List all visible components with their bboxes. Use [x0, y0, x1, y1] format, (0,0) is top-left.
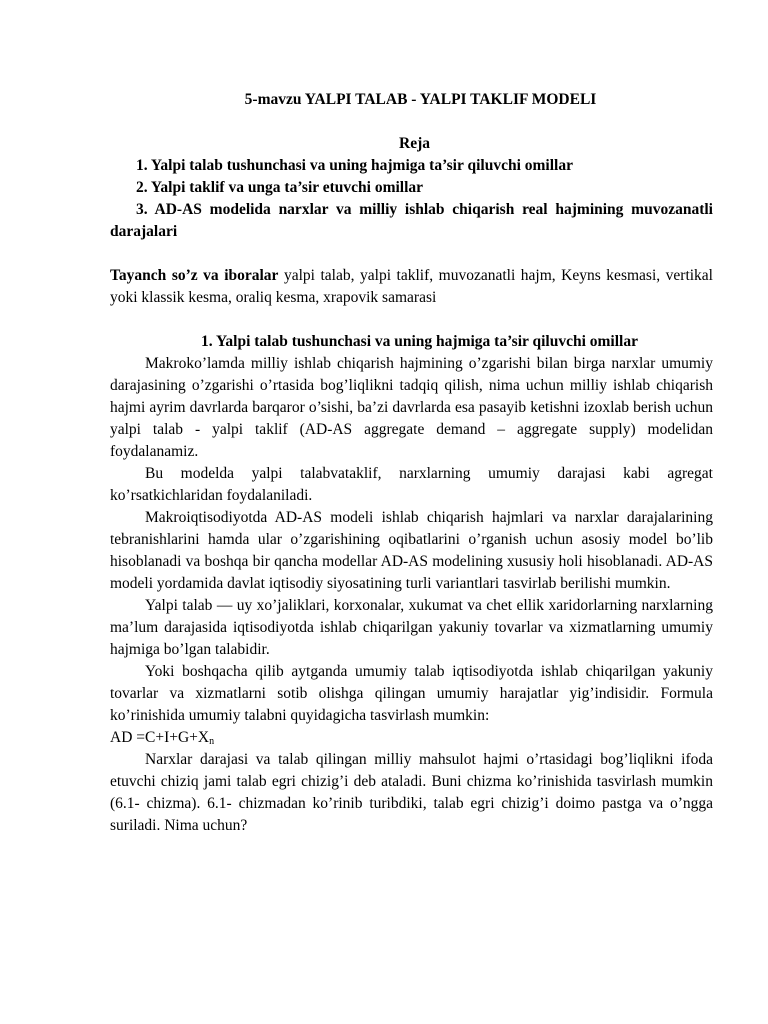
- document-page: [110, 89, 713, 837]
- body-paragraph: Makroiqtisodiyotda AD-AS modeli ishlab chiqarish hajmlari va narxlar darajalarining tebranishlarini hamda ular o’zgarishining oqibatlarini o’rganish uchun asosiy model bo’lib hisoblanadi va boshqa bir qancha modellar AD-AS modelining xususiy holi hisoblanadi. AD-AS modeli yordamida davlat iqtisodiy siyosatining turli variantlari tasvirlab berilishi mumkin.: [110, 509, 713, 592]
- spacer: [110, 309, 713, 331]
- plan-item: 3. AD-AS modelida narxlar va milliy ishlab chiqarish real hajmining muvozanatli darajalari: [110, 201, 713, 240]
- spacer: [110, 243, 713, 265]
- body-paragraph: Yoki boshqacha qilib aytganda umumiy talab iqtisodiyotda ishlab chiqarilgan yakuniy tovarlar va xizmatlarni sotib olishga qilingan umumiy harajatlar yig’indisidir. Formula ko’rinishida umumiy talabni quyidagicha tasvirlash mumkin:: [110, 663, 713, 724]
- keywords-text: yalpi talab, yalpi taklif, muvozanatli hajm, Keyns kesmasi, vertikal yoki klassik kesma, oraliq kesma, xrapovik samarasi: [110, 267, 713, 306]
- formula: [110, 727, 713, 749]
- keywords-paragraph: [110, 265, 713, 309]
- plan-item: 1. Yalpi talab tushunchasi va uning hajmiga ta’sir qiluvchi omillar: [136, 157, 573, 174]
- body-paragraph: Makroko’lamda milliy ishlab chiqarish hajmining o’zgarishi bilan birga narxlar umumiy darajasining o’zgarishi o’rtasida bog’liqlikni tadqiq qilish, nima uchun milliy ishlab chiqarish hajmi ayrim davrlarda barqaror o’sishi, ba’zi davrlarda esa pasayib ketishni izoxlab berish uchun yalpi talab - yalpi taklif (AD-AS aggregate demand – aggregate supply) modelidan foydalanamiz.: [110, 355, 713, 460]
- body-paragraph: Bu modelda yalpi talabvataklif, narxlarning umumiy darajasi kabi agregat ko’rsatkichlaridan foydalaniladi.: [110, 465, 713, 504]
- plan-heading: Reja: [399, 135, 430, 152]
- document-title: 5-mavzu YALPI TALAB - YALPI TAKLIF MODELI: [244, 91, 597, 108]
- keywords-label: Tayanch so’z va iboralar: [110, 267, 279, 284]
- formula-subscript: n: [209, 736, 215, 747]
- body-paragraph: Narxlar darajasi va talab qilingan milliy mahsulot hajmi o’rtasidagi bog’liqlikni ifoda etuvchi chiziq jami talab egri chizig’i deb ataladi. Buni chizma ko’rinishida tasvirlash mumkin (6.1- chizma). 6.1- chizmadan ko’rinib turibdiki, talab egri chizig’i doimo pastga va o’ngga suriladi. Nima uchun?: [110, 751, 713, 834]
- formula-main: AD =C+I+G+X: [110, 729, 210, 746]
- section-heading: 1. Yalpi talab tushunchasi va uning hajmiga ta’sir qiluvchi omillar: [201, 333, 638, 350]
- plan-item: 2. Yalpi taklif va unga ta’sir etuvchi omillar: [136, 179, 424, 196]
- plan-list: [110, 155, 713, 243]
- body-paragraph: Yalpi talab — uy xo’jaliklari, korxonalar, xukumat va chet ellik xaridorlarning narxlarning ma’lum darajasida iqtisodiyotda ishlab chiqarilgan yakuniy tovarlar va xizmatlarning umumiy hajmiga bo’lgan talabidir.: [110, 597, 713, 658]
